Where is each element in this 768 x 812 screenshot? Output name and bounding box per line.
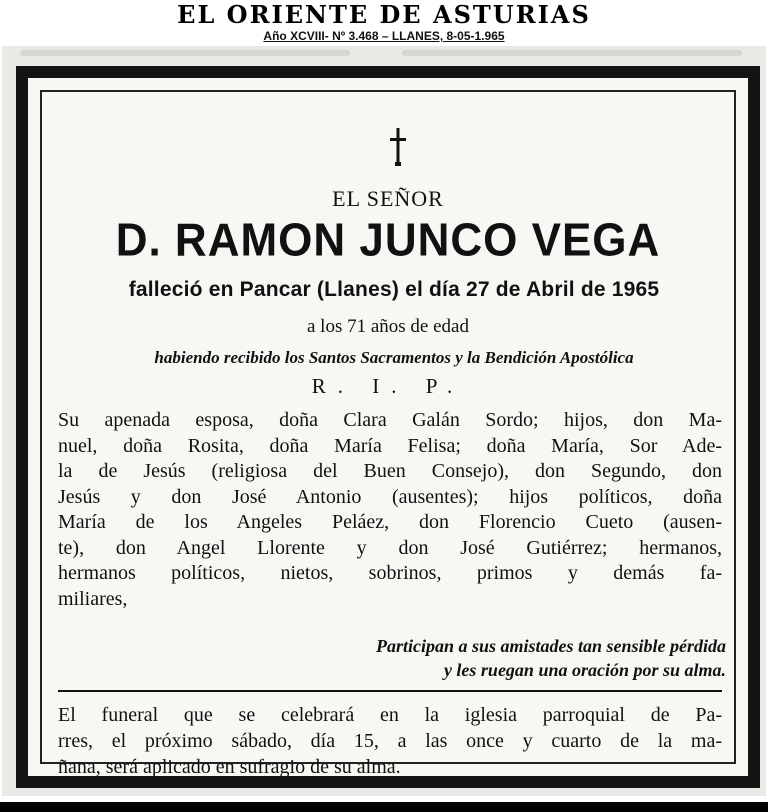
participation-text (206, 634, 726, 682)
family-line: te), don Angel Llorente y don José Gutiérrez; hermanos, (58, 536, 722, 559)
sacraments-line: habiendo recibido los Santos Sacramentos y la Bendición Apostólica (154, 348, 634, 367)
family-line: la de Jesús (religiosa del Buen Consejo), don Segundo, don (58, 460, 722, 482)
deceased-name: D. RAMON JUNCO VEGA (115, 214, 661, 267)
participation-line: Participan a sus amistades tan sensible pérdida (375, 636, 726, 656)
death-line: falleció en Pancar (Llanes) el día 27 de Abril de 1965 (128, 278, 660, 301)
family-line: María de los Angeles Peláez, don Florencio Cueto (ausen- (58, 511, 722, 533)
divider (58, 690, 722, 692)
family-line: hermanos políticos, nietos, sobrinos, primos y demás fa- (58, 562, 722, 584)
age-line: a los 71 años de edad (307, 316, 469, 337)
obituary-frame (16, 66, 760, 788)
newspaper-clipping (2, 46, 766, 796)
issue-line: Año XCVIII- Nº 3.468 – LLANES, 8-05-1.965 (263, 29, 505, 43)
honorific: EL SEÑOR (332, 186, 444, 211)
funeral-line: El funeral que se celebrará en la iglesia parroquial de Pa- (58, 704, 722, 726)
background-text (402, 50, 742, 56)
family-line: nuel, doña Rosita, doña María Felisa; doña María, Sor Ade- (58, 434, 722, 457)
participation-line: y les ruegan una oración por su alma. (443, 660, 726, 680)
family-line: Su apenada esposa, doña Clara Galán Sordo; hijos, don Ma- (58, 409, 722, 431)
funeral-line: ñana, será aplicado en sufragio de su alma. (58, 756, 401, 778)
bottom-bar (0, 802, 768, 812)
family-line: Jesús y don José Antonio (ausentes); hijos políticos, doña (58, 485, 722, 508)
newspaper-masthead: EL ORIENTE DE ASTURIAS (177, 0, 591, 29)
cross-icon (388, 126, 408, 168)
rip-line: R. I. P. (311, 374, 465, 398)
funeral-line: rres, el próximo sábado, día 15, a las once y cuarto de la ma- (58, 730, 722, 752)
family-paragraph (58, 408, 722, 612)
background-text (20, 50, 350, 56)
funeral-paragraph (58, 702, 722, 780)
family-line: miliares, (58, 587, 128, 610)
